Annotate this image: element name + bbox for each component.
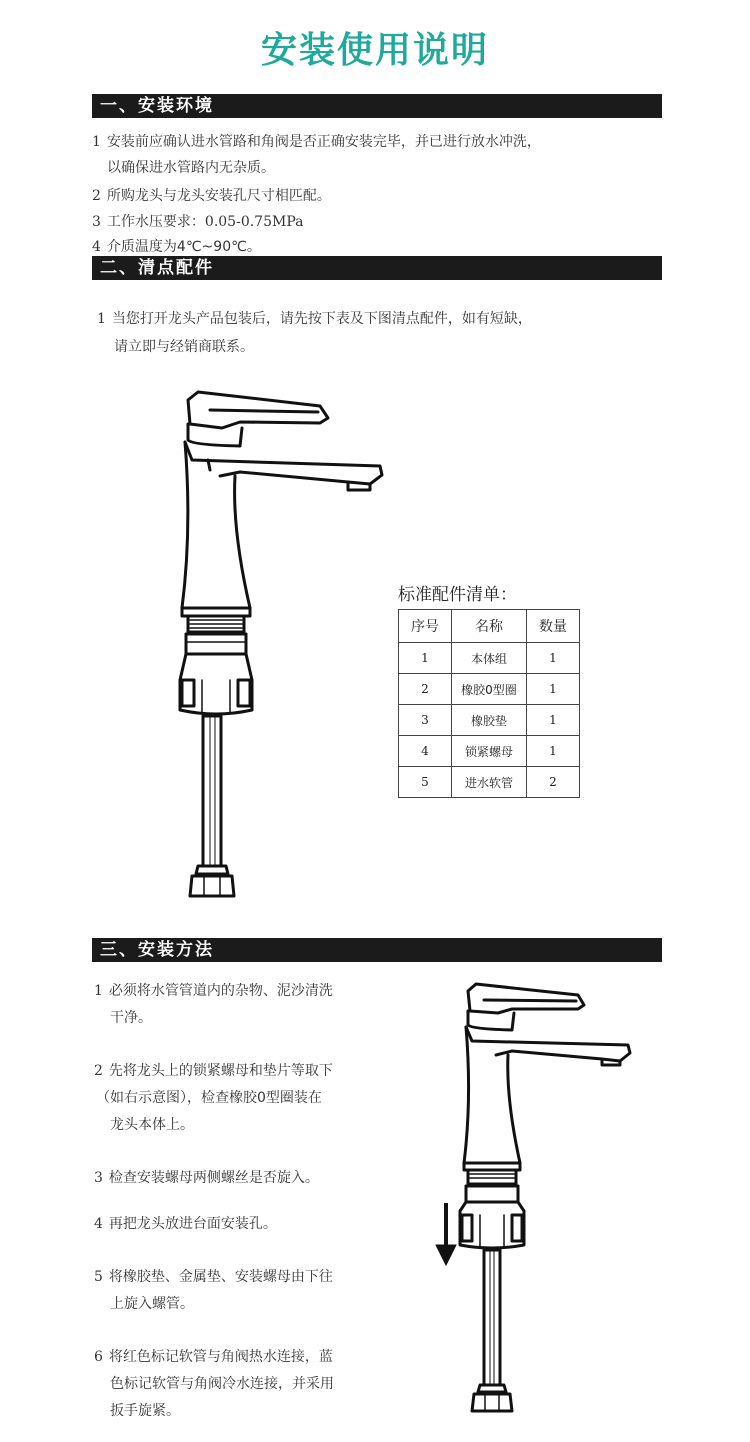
table-header-row — [399, 610, 580, 643]
list-item: 色标记软管与角阀冷水连接，并采用 — [110, 1376, 334, 1392]
faucet-install-diagram — [430, 975, 640, 1435]
column-header: 名称 — [452, 610, 527, 643]
list-item: 龙头本体上。 — [110, 1117, 194, 1133]
section-heading-environment: 一、安装环境 — [92, 94, 662, 118]
list-item: 以确保进水管路内无杂质。 — [107, 160, 275, 176]
list-item: 上旋入螺管。 — [110, 1296, 194, 1312]
list-item: 5 将橡胶垫、金属垫、安装螺母由下往 — [94, 1269, 333, 1285]
list-item: 6 将红色标记软管与角阀热水连接，蓝 — [94, 1349, 333, 1365]
table-row: 5 进水软管 2 — [399, 767, 580, 798]
section-heading-install: 三、安装方法 — [92, 938, 662, 962]
faucet-diagram — [170, 380, 395, 905]
list-item: 1 必须将水管管道内的杂物、泥沙清洗 — [94, 983, 333, 999]
list-item: 4 再把龙头放进台面安装孔。 — [94, 1216, 277, 1232]
table-row: 4 锁紧螺母 1 — [399, 736, 580, 767]
section-heading-parts: 二、清点配件 — [92, 256, 662, 280]
down-arrow-icon — [436, 1203, 456, 1265]
list-item: 扳手旋紧。 — [110, 1403, 180, 1419]
list-item: 1 安装前应确认进水管路和角阀是否正确安装完毕，并已进行放水冲洗， — [92, 134, 541, 150]
list-item: 3 检查安装螺母两侧螺丝是否旋入。 — [94, 1170, 319, 1186]
page-title: 安装使用说明 — [260, 30, 489, 71]
table-row: 3 橡胶垫 1 — [399, 705, 580, 736]
list-item: 请立即与经销商联系。 — [114, 339, 254, 355]
column-header: 序号 — [399, 610, 452, 643]
table-row: 2 橡胶0型圈 1 — [399, 674, 580, 705]
table-row: 1 本体组 1 — [399, 643, 580, 674]
list-item: 1 当您打开龙头产品包装后，请先按下表及下图清点配件，如有短缺， — [97, 311, 532, 327]
list-item: 4 介质温度为4℃~90℃。 — [92, 239, 261, 255]
list-item: 干净。 — [110, 1010, 152, 1026]
parts-table — [398, 609, 580, 798]
parts-list-title: 标准配件清单： — [398, 585, 517, 605]
list-item: 2 所购龙头与龙头安装孔尺寸相匹配。 — [92, 188, 331, 204]
list-item: 3 工作水压要求：0.05-0.75MPa — [92, 214, 304, 230]
list-item: 2 先将龙头上的锁紧螺母和垫片等取下 — [94, 1063, 333, 1079]
list-item: （如右示意图），检查橡胶0型圈装在 — [96, 1090, 322, 1106]
column-header: 数量 — [527, 610, 580, 643]
